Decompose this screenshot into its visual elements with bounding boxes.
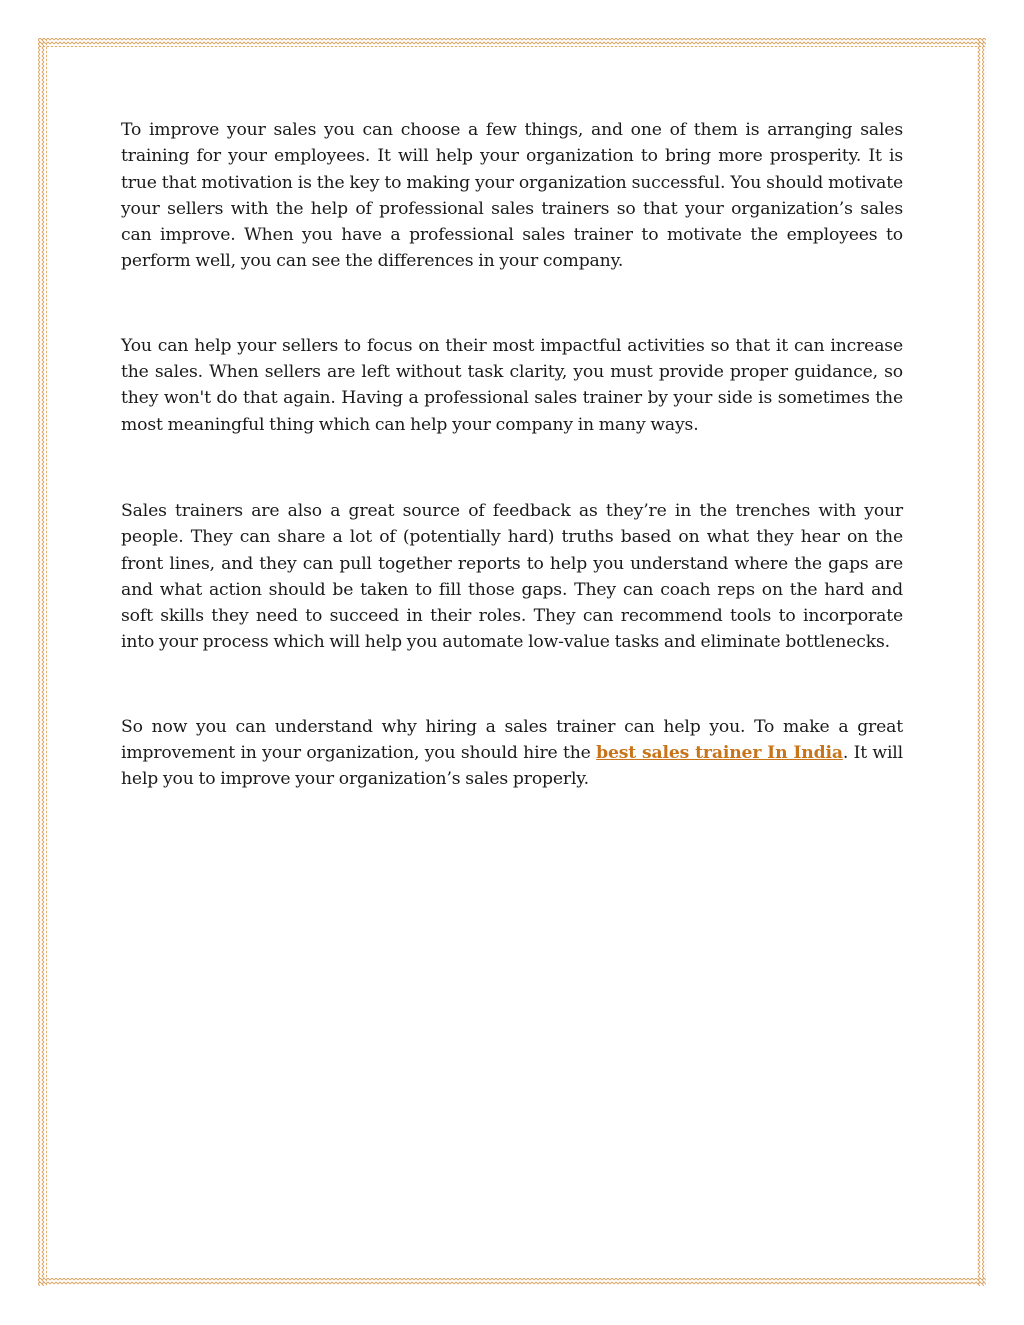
paragraph-2: You can help your sellers to focus on their most impactful activities so that it can increase the sales. When sellers are left without task clarity, you must provide proper guidance, so they won't do that again. Having a professional sales trainer by your side is sometimes the most meaningful thing which can help your company in many ways. (121, 335, 903, 435)
paragraph-4-before-link: So now you can understand why hiring a sales trainer can help you. To make a great improvement in your organization, you should hire the (121, 716, 903, 764)
paragraph-3: Sales trainers are also a great source of feedback as they’re in the trenches with your people. They can share a lot of (potentially hard) truths based on what they hear on the front lines, and they can pull together reports to help you understand where the gaps are and what action should be taken to fill those gaps. They can coach reps on the hard and soft skills they need to succeed in their roles. They can recommend tools to incorporate into your process which will help you automate low-value tasks and eliminate bottlenecks. (121, 500, 903, 653)
paragraph-4 (121, 714, 903, 793)
paragraph-1: To improve your sales you can choose a few things, and one of them is arranging sales training for your employees. It will help your organization to bring more prosperity. It is true that motivation is the key to making your organization successful. You should motivate your sellers with the help of professional sales trainers so that your organization’s sales can improve. When you have a professional sales trainer to motivate the employees to perform well, you can see the differences in your company. (121, 120, 903, 272)
best-sales-trainer-link[interactable]: best sales trainer In India (596, 743, 843, 764)
article-body (121, 117, 903, 793)
paragraph-4-after-link: . It will help you to improve your organization’s sales properly. (121, 743, 903, 790)
